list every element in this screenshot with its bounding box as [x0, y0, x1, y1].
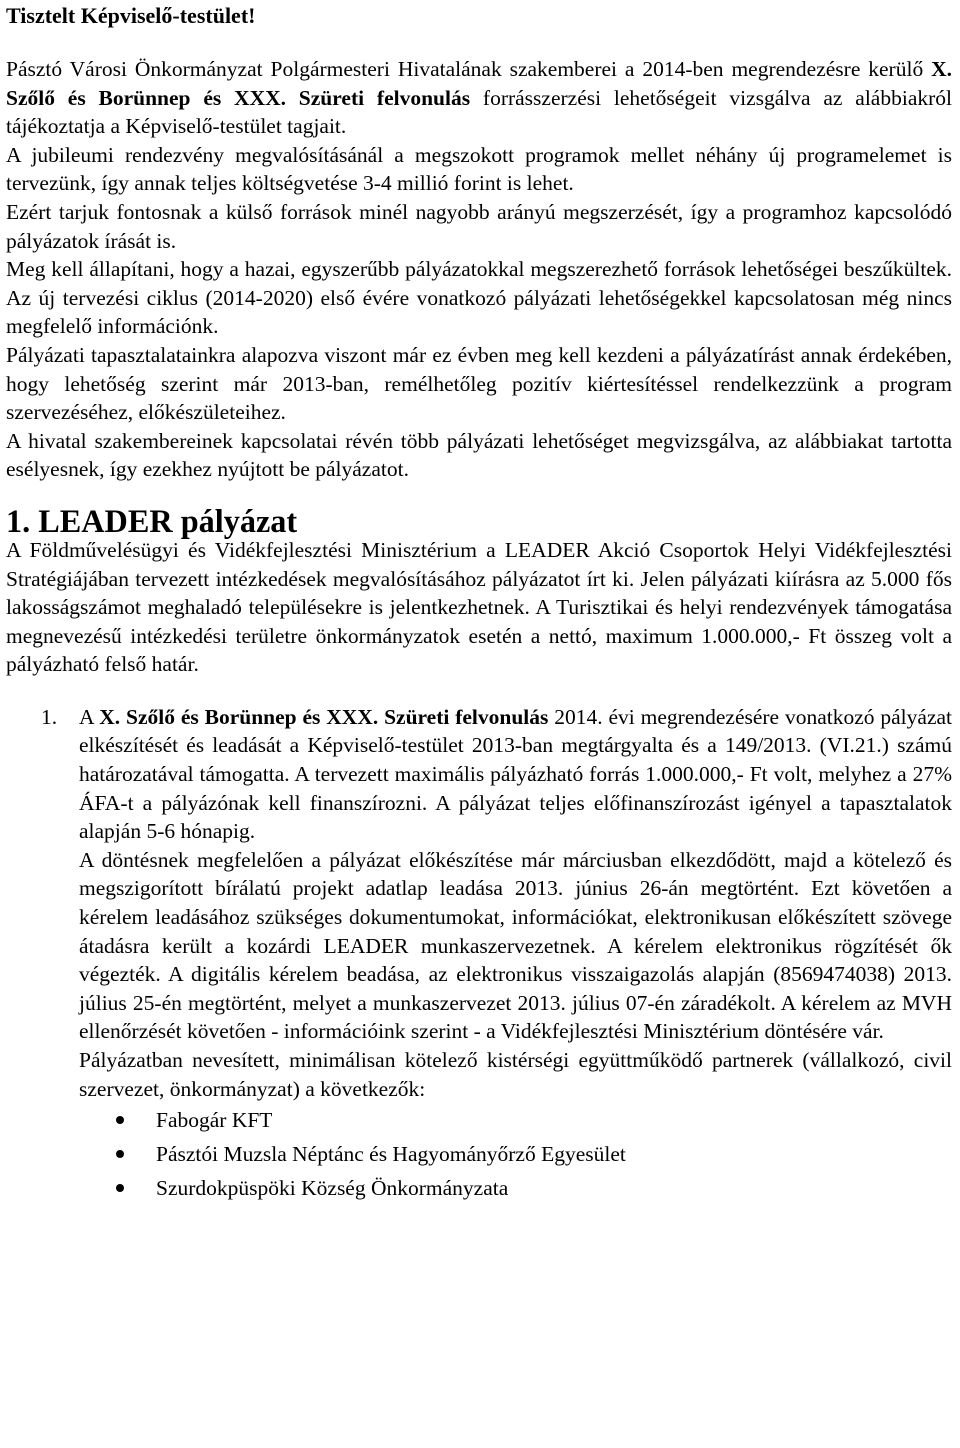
item-1-text-1: A — [79, 704, 100, 729]
intro-paragraph — [6, 55, 952, 141]
item-1-paragraph-1 — [79, 703, 952, 846]
section-heading-leader: 1. LEADER pályázat — [6, 502, 298, 539]
event-name-bold: X. Szőlő és Borünnep és XXX. Szüreti felvonulás — [6, 57, 952, 110]
item-1-paragraph-2: A döntésnek megfelelően a pályázat előkészítése már márciusban elkezdődött, majd a kötelező és megszigorított bírálatú projekt adatlap leadása 2013. június 26-án megtörtént. Ezt követően a kérelem leadásához szükséges dokumentumokat, információkat, elektronikusan előkészített szövege átadásra került a kozárdi LEADER munkaszervezetnek. A kérelem elektronikus rögzítését ők végezték. A digitális kérelem beadása, az elektronikus visszaigazolás alapján (8569474038) 2013. július 25-én megtörtént, melyet a munkaszervezet 2013. július 07-én záradékolt. A kérelem az MVH ellenőrzését követően - információink szerint - a Vidékfejlesztési Minisztérium döntésére vár. — [79, 847, 952, 1044]
item-1-paragraph-3: Pályázatban nevesített, minimálisan kötelező kistérségi együttműködő partnerek (vállalkozó, civil szervezet, önkormányzat) a következők: — [79, 1048, 952, 1101]
section-leader-body: A Földművelésügyi és Vidékfejlesztési Minisztérium a LEADER Akció Csoportok Helyi Vidékfejlesztési Stratégiájában tervezett intézkedések megvalósításához pályázatot írt ki. Jelen pályázati kiírásra az 5.000 fős lakosságszámot meghaladó településekre is jelentkezhetnek. A Turisztikai és helyi rendezvények támogatása megnevezésű intézkedési területre önkormányzatok esetén a nettó, maximum 1.000.000,- Ft összeg volt a pályázható felső határ. — [6, 537, 952, 677]
item-1-event-name-bold: X. Szőlő és Borünnep és XXX. Szüreti felvonulás — [99, 704, 549, 729]
bullet-icon — [116, 1150, 124, 1158]
partner-name: Pásztói Muzsla Néptánc és Hagyományőrző Egyesület — [156, 1142, 626, 1167]
list-item — [6, 1171, 952, 1205]
paragraph-domestic-tenders: Meg kell állapítani, hogy a hazai, egyszerűbb pályázatokkal megszerezhető források lehetőségei beszűkültek. Az új tervezési ciklus (2014-2020) első évére vonatkozó pályázati lehetőségekkel kapcsolatosan még nincs megfelelő információnk. — [6, 257, 952, 339]
numbered-item-1 — [41, 703, 953, 1103]
salutation: Tisztelt Képviselő-testület! — [6, 3, 256, 28]
list-item — [6, 1137, 952, 1171]
list-number: 1. — [41, 704, 58, 729]
paragraph-submissions: A hivatal szakembereinek kapcsolatai révén több pályázati lehetőséget megvizsgálva, az alábbiakat tartotta esélyesnek, így ezekhez nyújtott be pályázatot. — [6, 428, 952, 482]
list-item — [6, 1103, 952, 1137]
paragraph-tender-writing: Pályázati tapasztalatainkra alapozva viszont már ez évben meg kell kezdeni a pályázatírást annak érdekében, hogy lehetőség szerint már 2013-ban, remélhetőleg pozitív kiértesítéssel rendelkezzünk a program szervezéséhez, előkészületeihez. — [6, 342, 952, 425]
item-1-text-2: 2014. évi megrendezésére vonatkozó pályázat elkészítését és leadását a Képviselő-testület 2013-ban megtárgyalta és a 149/2013. (VI.21.) számú határozatával támogatta. A tervezett maximális pályázható forrás 1.000.000,- Ft volt, melyhez a 27% ÁFA-t a pályázónak kell finanszírozni. A pályázat teljes előfinanszírozást igényel a tapasztalatok alapján 5-6 hónapig. — [79, 704, 953, 844]
intro-text-1: Pásztó Városi Önkormányzat Polgármesteri Hivatalának szakemberei a 2014-ben megrendezésre kerülő — [6, 57, 932, 81]
paragraph-budget: A jubileumi rendezvény megvalósításánál a megszokott programok mellet néhány új programelemet is tervezünk, így annak teljes költségvetése 3-4 millió forint is lehet. — [6, 142, 952, 196]
partner-list — [6, 1103, 952, 1205]
partner-name: Szurdokpüspöki Község Önkormányzata — [156, 1176, 509, 1201]
spacer — [6, 31, 952, 55]
bullet-icon — [116, 1116, 124, 1124]
spacer — [6, 679, 952, 703]
partner-name: Fabogár KFT — [156, 1108, 273, 1133]
intro-text-2: forrásszerzési lehetőségeit vizsgálva az alábbiakról tájékoztatja a Képviselő-testület tagjait. — [6, 85, 952, 139]
bullet-icon — [116, 1184, 124, 1192]
paragraph-external-sources: Ezért tarjuk fontosnak a külső források minél nagyobb arányú megszerzését, így a programhoz kapcsolódó pályázatok írását is. — [6, 199, 952, 253]
